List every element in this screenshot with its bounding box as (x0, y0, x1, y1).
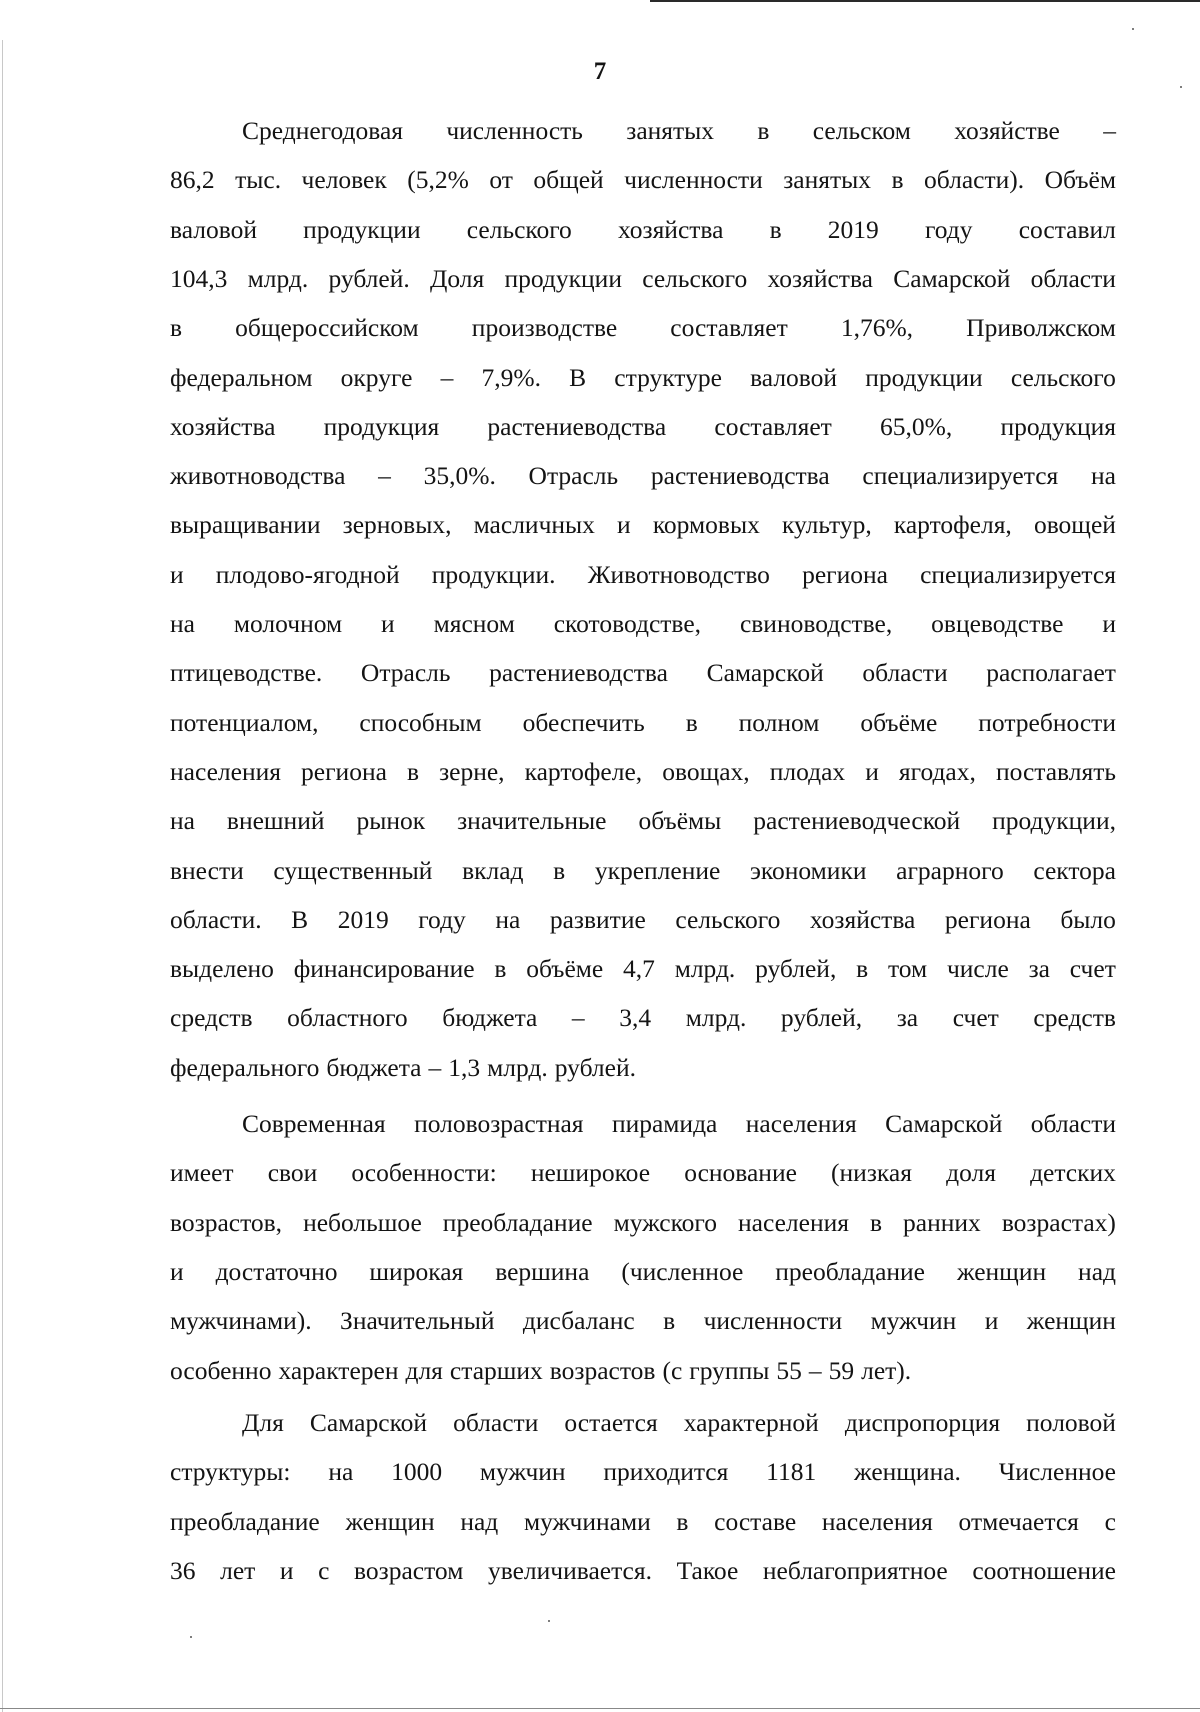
text-line: преобладание женщин над мужчинами в составе населения отмечается с (170, 1507, 1116, 1536)
scan-speck (548, 1620, 550, 1622)
text-line: и достаточно широкая вершина (численное преобладание женщин над (170, 1257, 1116, 1286)
text-line: на молочном и мясном скотоводстве, свиноводстве, овцеводстве и (170, 609, 1116, 638)
scan-speck (1132, 28, 1134, 30)
text-line: области. В 2019 году на развитие сельского хозяйства региона было (170, 905, 1116, 934)
text-line: 36 лет и с возрастом увеличивается. Такое неблагоприятное соотношение (170, 1556, 1116, 1585)
text-line: Среднегодовая численность занятых в сельском хозяйстве – (242, 116, 1116, 145)
scan-edge-bottom (0, 1708, 1200, 1709)
text-line: хозяйства продукция растениеводства составляет 65,0%, продукция (170, 412, 1116, 441)
scan-speck (190, 1636, 192, 1638)
text-line: 104,3 млрд. рублей. Доля продукции сельского хозяйства Самарской области (170, 264, 1116, 293)
text-line: выращивании зерновых, масличных и кормовых культур, картофеля, овощей (170, 510, 1116, 539)
text-line: и плодово-ягодной продукции. Животноводство региона специализируется (170, 560, 1116, 589)
page-number: 7 (593, 58, 607, 85)
text-line: населения региона в зерне, картофеле, овощах, плодах и ягодах, поставлять (170, 757, 1116, 786)
text-line: животноводства – 35,0%. Отрасль растениеводства специализируется на (170, 461, 1116, 490)
text-line: федеральном округе – 7,9%. В структуре валовой продукции сельского (170, 363, 1116, 392)
text-line: птицеводстве. Отрасль растениеводства Самарской области располагает (170, 658, 1116, 687)
text-line: выделено финансирование в объёме 4,7 млрд. рублей, в том числе за счет (170, 954, 1116, 983)
scan-speck (1180, 86, 1182, 88)
scan-edge-left (2, 40, 3, 1712)
text-line: на внешний рынок значительные объёмы растениеводческой продукции, (170, 806, 1116, 835)
text-line: мужчинами). Значительный дисбаланс в численности мужчин и женщин (170, 1306, 1116, 1335)
text-line: в общероссийском производстве составляет 1,76%, Приволжском (170, 313, 1116, 342)
scan-edge-top (650, 0, 1200, 2)
text-line: потенциалом, способным обеспечить в полном объёме потребности (170, 708, 1116, 737)
text-line: средств областного бюджета – 3,4 млрд. рублей, за счет средств (170, 1003, 1116, 1032)
text-line: валовой продукции сельского хозяйства в 2019 году составил (170, 215, 1116, 244)
text-line: федерального бюджета – 1,3 млрд. рублей. (170, 1053, 636, 1082)
text-line: особенно характерен для старших возрастов (с группы 55 – 59 лет). (170, 1356, 912, 1385)
text-line: возрастов, небольшое преобладание мужского населения в ранних возрастах) (170, 1208, 1116, 1237)
text-line: имеет свои особенности: неширокое основание (низкая доля детских (170, 1158, 1116, 1187)
text-line: структуры: на 1000 мужчин приходится 1181 женщина. Численное (170, 1457, 1116, 1486)
text-line: Современная половозрастная пирамида населения Самарской области (242, 1109, 1116, 1138)
text-line: Для Самарской области остается характерной диспропорция половой (242, 1408, 1116, 1437)
text-line: 86,2 тыс. человек (5,2% от общей численности занятых в области). Объём (170, 165, 1116, 194)
text-line: внести существенный вклад в укрепление экономики аграрного сектора (170, 856, 1116, 885)
